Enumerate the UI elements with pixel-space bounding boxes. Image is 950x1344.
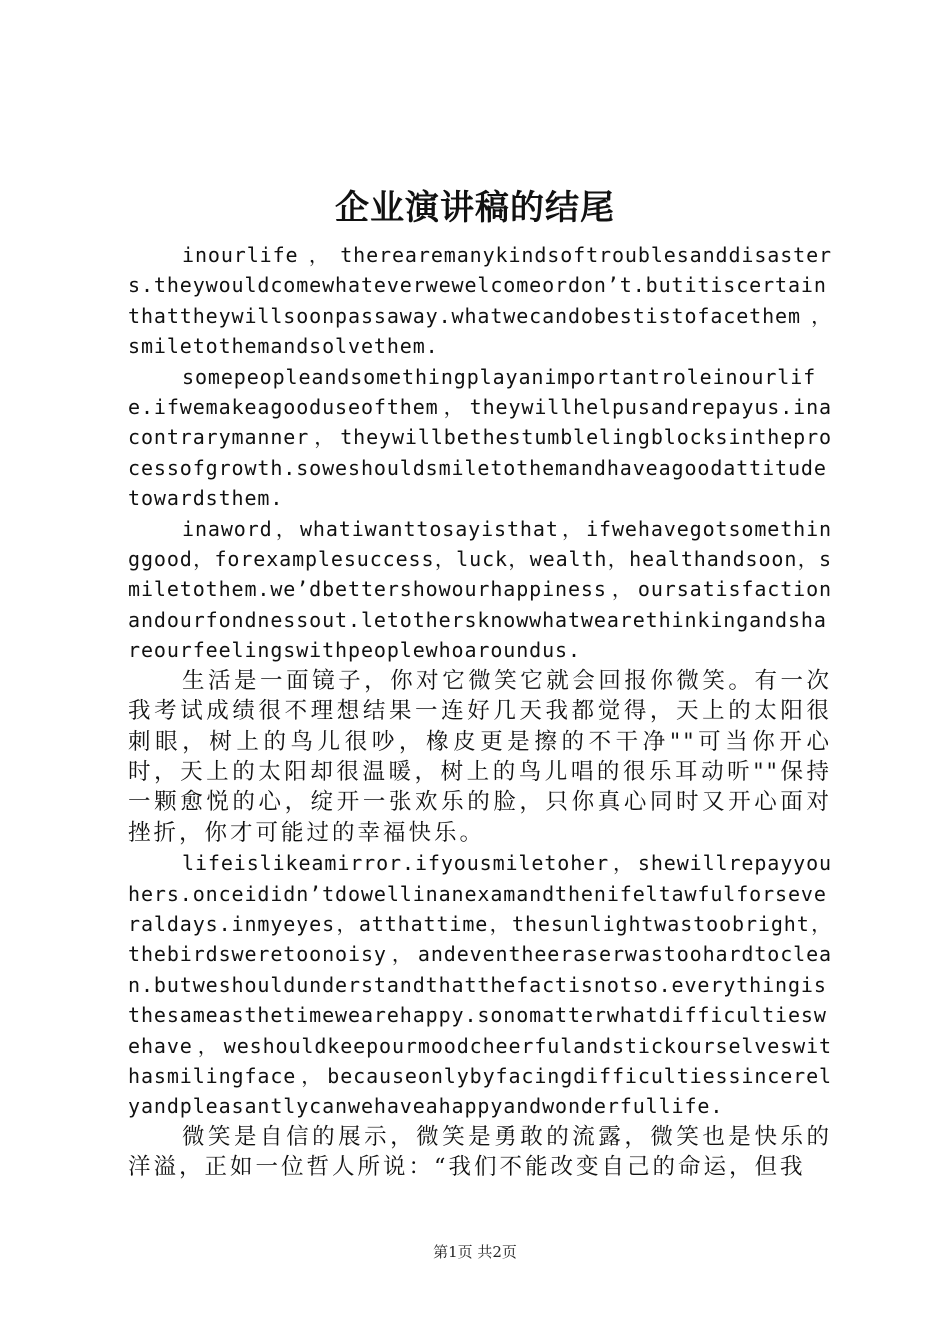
paragraph-4: 生活是一面镜子，你对它微笑它就会回报你微笑。有一次我考试成绩很不理想结果一连好几天我都觉得，天上的太阳很刺眼，树上的鸟儿很吵，橡皮更是擦的不干净""可当你开心时，天上的太阳却很温暖，树上的鸟儿唱的很乐耳动听""保持一颗愈悦的心，绽开一张欢乐的脸，只你真心同时又开心面对挫折，你才可能过的幸福快乐。: [128, 667, 832, 846]
paragraph-5: lifeislikeamirror.ifyousmiletoher，shewillrepayyouhers.onceididn’tdowellinanexamandthenifeltawfulforseveraldays.inmyeyes，atthattime，thesunlightwastoobright，thebirdsweretoonoisy，andeventheeraserwastoohardtoclean.butweshouldunderstandthatthefactisnotso.everythingisthesameasthetimewearehappy.sonomatterwhatdifficultieswehave，weshouldkeepourmoodcheerfulandstickourselveswithasmilingface，becauseonlybyfacingdifficultiessincerelyandpleasantlycanwehaveahappyandwonderfullife.: [128, 851, 832, 1119]
document-body: [128, 240, 832, 1183]
document-title: 企业演讲稿的结尾: [335, 188, 615, 228]
page-number-footer: 第1页 共2页: [433, 1243, 517, 1261]
paragraph-1: inourlife，therearemanykindsoftroublesanddisasters.theywouldcomewhateverwewelcomeordon’t.butitiscertainthattheywillsoonpassaway.whatwecandobestistofacethem，smiletothemandsolvethem.: [128, 243, 832, 359]
paragraph-3: inaword，whatiwanttosayisthat，ifwehavegotsomethinggood，forexamplesuccess，luck，wealth，healthandsoon，smiletothem.we’dbettershowourhappiness，oursatisfactionandourfondnessout.letothersknowwhatwearethinkingandshareourfeelingswithpeoplewhoaroundus.: [128, 516, 832, 663]
paragraph-6: 微笑是自信的展示，微笑是勇敢的流露，微笑也是快乐的洋溢，正如一位哲人所说：“我们不能改变自己的命运，但我: [128, 1123, 832, 1181]
paragraph-2: somepeopleandsomethingplayanimportantroleinourlife.ifwemakeagooduseofthem，theywillhelpusandrepayus.inacontrarymanner，theywillbethestumblelingblocksintheprocessofgrowth.soweshouldsmiletothemandhaveagoodattitudetowardsthem.: [128, 364, 832, 511]
